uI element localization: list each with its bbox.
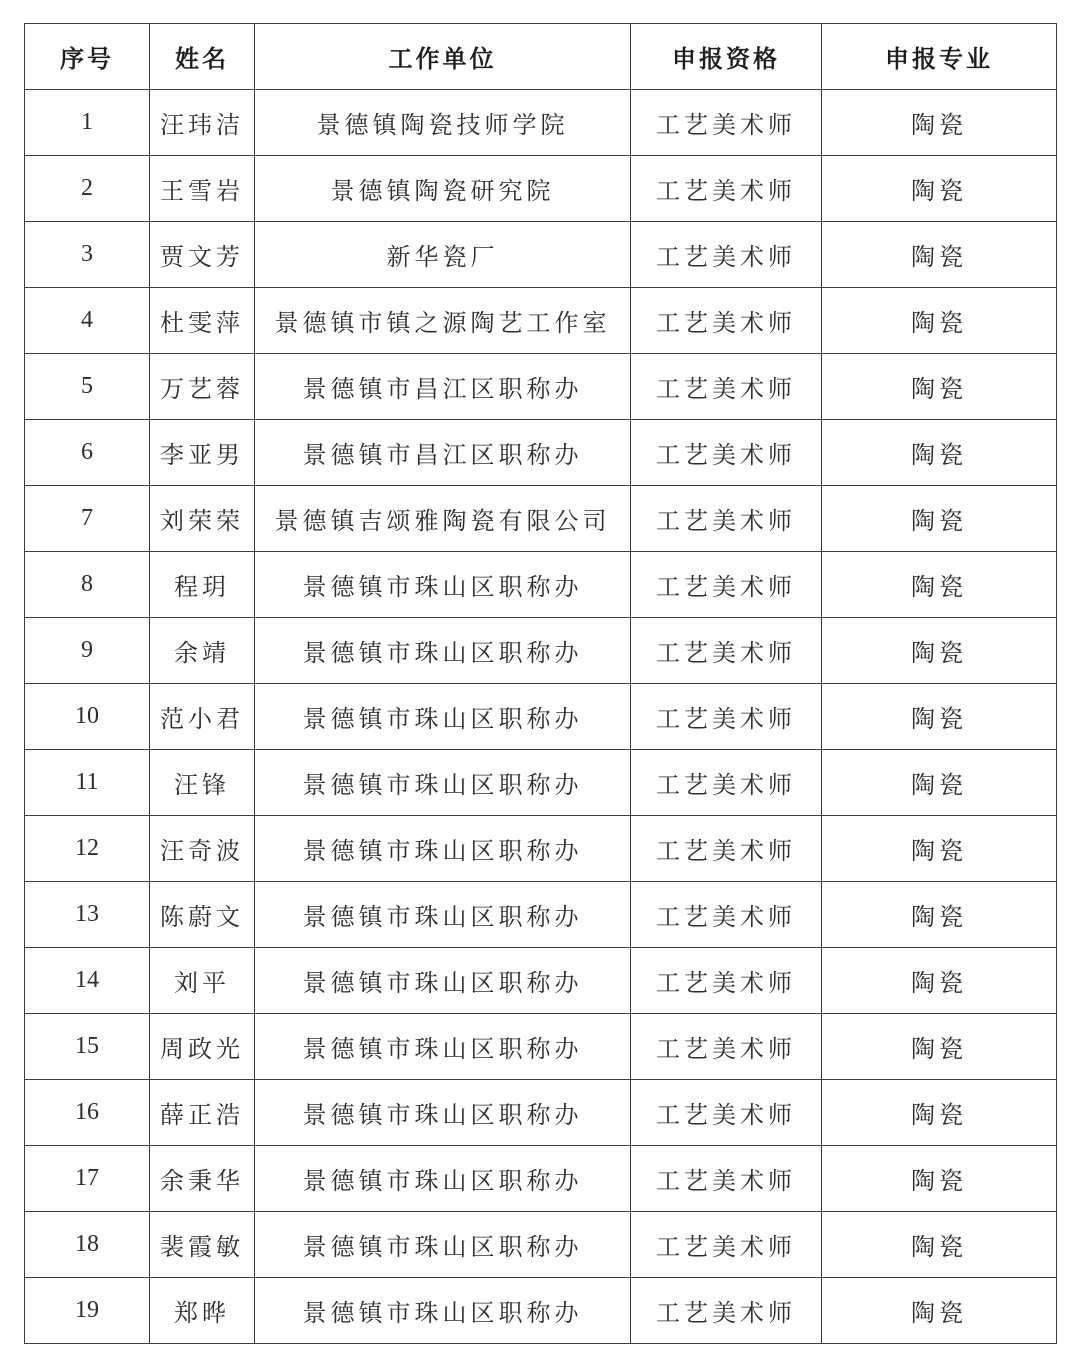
cell-qualification: 工艺美术师 <box>631 222 822 288</box>
cell-serial-number: 13 <box>25 882 150 948</box>
cell-major: 陶瓷 <box>822 222 1057 288</box>
cell-name: 刘平 <box>150 948 255 1014</box>
cell-qualification: 工艺美术师 <box>631 750 822 816</box>
cell-qualification: 工艺美术师 <box>631 354 822 420</box>
cell-name: 李亚男 <box>150 420 255 486</box>
cell-qualification: 工艺美术师 <box>631 618 822 684</box>
cell-qualification: 工艺美术师 <box>631 1014 822 1080</box>
cell-serial-number: 8 <box>25 552 150 618</box>
cell-serial-number: 4 <box>25 288 150 354</box>
cell-name: 王雪岩 <box>150 156 255 222</box>
cell-work-unit: 景德镇市镇之源陶艺工作室 <box>255 288 631 354</box>
cell-major: 陶瓷 <box>822 1080 1057 1146</box>
cell-serial-number: 12 <box>25 816 150 882</box>
cell-major: 陶瓷 <box>822 618 1057 684</box>
table-row <box>25 486 1057 552</box>
cell-qualification: 工艺美术师 <box>631 156 822 222</box>
cell-major: 陶瓷 <box>822 288 1057 354</box>
cell-major: 陶瓷 <box>822 1146 1057 1212</box>
cell-qualification: 工艺美术师 <box>631 288 822 354</box>
cell-major: 陶瓷 <box>822 750 1057 816</box>
cell-name: 汪奇波 <box>150 816 255 882</box>
cell-name: 程玥 <box>150 552 255 618</box>
cell-qualification: 工艺美术师 <box>631 882 822 948</box>
cell-name: 周政光 <box>150 1014 255 1080</box>
table-row <box>25 816 1057 882</box>
cell-serial-number: 5 <box>25 354 150 420</box>
cell-serial-number: 19 <box>25 1278 150 1344</box>
cell-name: 刘荣荣 <box>150 486 255 552</box>
cell-serial-number: 1 <box>25 90 150 156</box>
table-row <box>25 882 1057 948</box>
cell-work-unit: 景德镇市珠山区职称办 <box>255 1146 631 1212</box>
cell-major: 陶瓷 <box>822 1278 1057 1344</box>
cell-work-unit: 景德镇市珠山区职称办 <box>255 882 631 948</box>
table-row <box>25 1080 1057 1146</box>
cell-serial-number: 14 <box>25 948 150 1014</box>
cell-work-unit: 景德镇市珠山区职称办 <box>255 948 631 1014</box>
cell-qualification: 工艺美术师 <box>631 552 822 618</box>
cell-serial-number: 2 <box>25 156 150 222</box>
table-row <box>25 1212 1057 1278</box>
cell-major: 陶瓷 <box>822 552 1057 618</box>
cell-serial-number: 11 <box>25 750 150 816</box>
cell-serial-number: 6 <box>25 420 150 486</box>
table-row <box>25 750 1057 816</box>
table-row <box>25 948 1057 1014</box>
cell-serial-number: 7 <box>25 486 150 552</box>
cell-name: 万艺蓉 <box>150 354 255 420</box>
table-row <box>25 684 1057 750</box>
cell-major: 陶瓷 <box>822 354 1057 420</box>
cell-work-unit: 景德镇市昌江区职称办 <box>255 354 631 420</box>
cell-name: 汪玮洁 <box>150 90 255 156</box>
cell-work-unit: 景德镇市珠山区职称办 <box>255 1080 631 1146</box>
cell-name: 杜雯萍 <box>150 288 255 354</box>
cell-major: 陶瓷 <box>822 90 1057 156</box>
table-row <box>25 618 1057 684</box>
cell-serial-number: 17 <box>25 1146 150 1212</box>
cell-qualification: 工艺美术师 <box>631 90 822 156</box>
header-major: 申报专业 <box>822 24 1057 90</box>
cell-qualification: 工艺美术师 <box>631 486 822 552</box>
cell-work-unit: 景德镇市珠山区职称办 <box>255 1212 631 1278</box>
cell-qualification: 工艺美术师 <box>631 420 822 486</box>
cell-name: 范小君 <box>150 684 255 750</box>
cell-serial-number: 3 <box>25 222 150 288</box>
cell-work-unit: 景德镇市昌江区职称办 <box>255 420 631 486</box>
cell-qualification: 工艺美术师 <box>631 1080 822 1146</box>
cell-major: 陶瓷 <box>822 948 1057 1014</box>
cell-serial-number: 10 <box>25 684 150 750</box>
cell-major: 陶瓷 <box>822 882 1057 948</box>
table-row <box>25 288 1057 354</box>
table-body <box>25 90 1057 1344</box>
cell-major: 陶瓷 <box>822 420 1057 486</box>
cell-name: 裴霞敏 <box>150 1212 255 1278</box>
cell-qualification: 工艺美术师 <box>631 816 822 882</box>
table-row <box>25 156 1057 222</box>
header-row <box>25 24 1057 90</box>
table-row <box>25 1146 1057 1212</box>
cell-name: 薛正浩 <box>150 1080 255 1146</box>
cell-serial-number: 18 <box>25 1212 150 1278</box>
cell-major: 陶瓷 <box>822 486 1057 552</box>
header-work-unit: 工作单位 <box>255 24 631 90</box>
cell-name: 郑晔 <box>150 1278 255 1344</box>
applicant-table <box>24 23 1057 1344</box>
cell-work-unit: 景德镇市珠山区职称办 <box>255 1278 631 1344</box>
cell-work-unit: 景德镇市珠山区职称办 <box>255 816 631 882</box>
table-row <box>25 354 1057 420</box>
cell-serial-number: 16 <box>25 1080 150 1146</box>
cell-qualification: 工艺美术师 <box>631 948 822 1014</box>
cell-work-unit: 景德镇吉颂雅陶瓷有限公司 <box>255 486 631 552</box>
cell-qualification: 工艺美术师 <box>631 1212 822 1278</box>
cell-qualification: 工艺美术师 <box>631 1278 822 1344</box>
cell-work-unit: 景德镇市珠山区职称办 <box>255 618 631 684</box>
table-row <box>25 222 1057 288</box>
header-name: 姓名 <box>150 24 255 90</box>
table-header <box>25 24 1057 90</box>
cell-work-unit: 景德镇市珠山区职称办 <box>255 1014 631 1080</box>
table-row <box>25 1278 1057 1344</box>
cell-major: 陶瓷 <box>822 1212 1057 1278</box>
cell-work-unit: 景德镇陶瓷技师学院 <box>255 90 631 156</box>
header-qualification: 申报资格 <box>631 24 822 90</box>
cell-name: 贾文芳 <box>150 222 255 288</box>
cell-qualification: 工艺美术师 <box>631 1146 822 1212</box>
table-row <box>25 1014 1057 1080</box>
cell-serial-number: 9 <box>25 618 150 684</box>
cell-major: 陶瓷 <box>822 1014 1057 1080</box>
cell-major: 陶瓷 <box>822 816 1057 882</box>
cell-name: 汪锋 <box>150 750 255 816</box>
cell-work-unit: 景德镇市珠山区职称办 <box>255 684 631 750</box>
cell-serial-number: 15 <box>25 1014 150 1080</box>
cell-work-unit: 景德镇市珠山区职称办 <box>255 552 631 618</box>
cell-major: 陶瓷 <box>822 156 1057 222</box>
header-serial-number: 序号 <box>25 24 150 90</box>
cell-name: 陈蔚文 <box>150 882 255 948</box>
cell-work-unit: 景德镇陶瓷研究院 <box>255 156 631 222</box>
table-row <box>25 552 1057 618</box>
cell-work-unit: 新华瓷厂 <box>255 222 631 288</box>
table-row <box>25 90 1057 156</box>
table-row <box>25 420 1057 486</box>
cell-major: 陶瓷 <box>822 684 1057 750</box>
cell-work-unit: 景德镇市珠山区职称办 <box>255 750 631 816</box>
cell-name: 余秉华 <box>150 1146 255 1212</box>
cell-name: 余靖 <box>150 618 255 684</box>
cell-qualification: 工艺美术师 <box>631 684 822 750</box>
